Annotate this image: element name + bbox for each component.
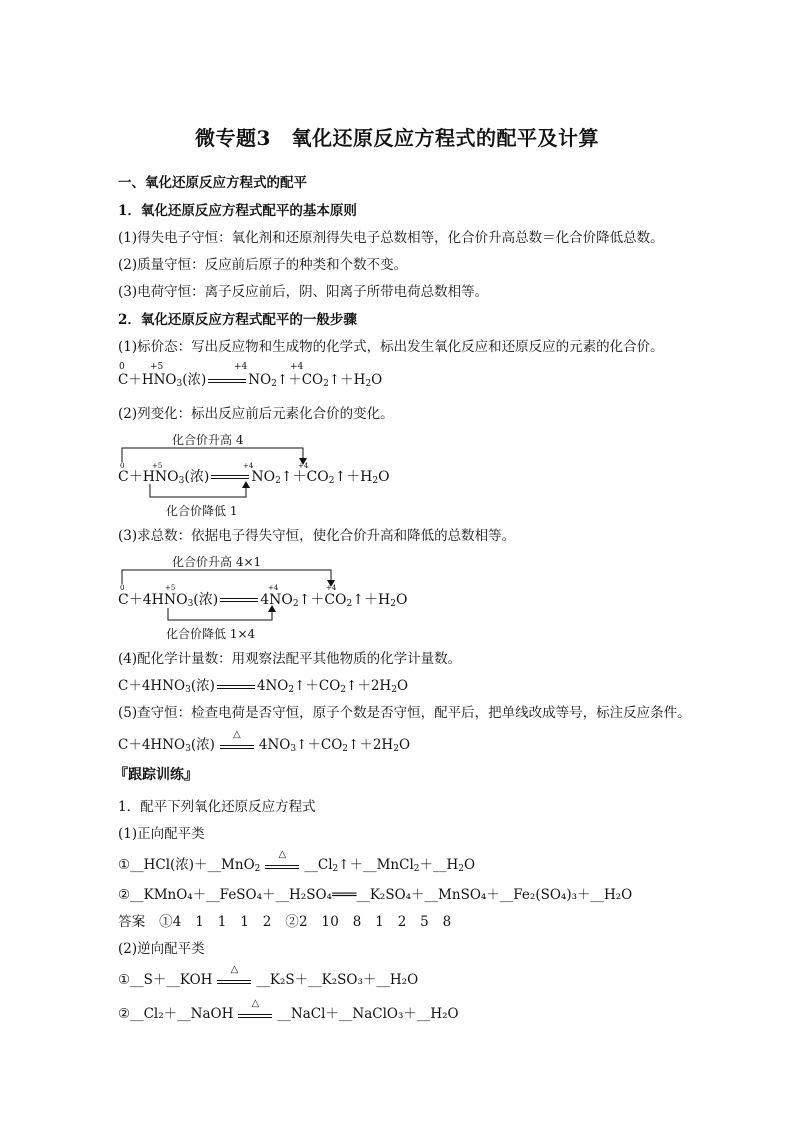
exercise-c: ①__S＋__KOH △ __K₂S＋__K₂SO₃＋__H₂O bbox=[118, 963, 419, 988]
valence-c-product-d1: +4 bbox=[298, 462, 309, 470]
step-1: (1)标价态：写出反应物和生成物的化学式，标出发生氧化反应和还原反应的元素的化合价。 bbox=[118, 339, 664, 355]
answer-1: 答案 ①4 1 1 1 2 ②2 10 8 1 2 5 8 bbox=[118, 914, 452, 930]
heat-condition-d: △ bbox=[238, 1012, 272, 1018]
subheading-principles: 1．氧化还原反应方程式配平的基本原则 bbox=[118, 203, 357, 219]
step-5: (5)查守恒：检查电荷是否守恒，原子个数是否守恒，配平后，把单线改成等号，标注反应条件。 bbox=[118, 705, 691, 721]
equation-3: $C+4HNO_3$(浓) $4NO_2↑+CO_2↑+H_2O$ bbox=[118, 592, 408, 609]
equation-5: $C+4HNO_3$(浓) △ $4NO_3↑+CO_2↑+2H_2O$ bbox=[118, 728, 411, 754]
valence-n-d1: +5 bbox=[152, 462, 163, 470]
valence-c-product-d2: +4 bbox=[326, 584, 337, 592]
heat-condition: △ bbox=[220, 743, 254, 749]
valence-c-d1: 0 bbox=[120, 462, 125, 470]
training-header: 『跟踪训练』 bbox=[114, 767, 198, 783]
page-title: 微专题3 氧化还原反应方程式的配平及计算 bbox=[195, 126, 599, 150]
valence-n-product: +4 bbox=[234, 362, 248, 372]
training-question-1: 1．配平下列氧化还原反应方程式 bbox=[118, 799, 316, 815]
principle-1: (1)得失电子守恒：氧化剂和还原剂得失电子总数相等，化合价升高总数＝化合价降低总数。 bbox=[118, 230, 664, 246]
label-down-2: 化合价降低 1×4 bbox=[166, 627, 256, 641]
step-2: (2)列变化：标出反应前后元素化合价的变化。 bbox=[118, 406, 394, 422]
forward-balancing-label: (1)正向配平类 bbox=[118, 826, 205, 842]
label-down-1: 化合价降低 1 bbox=[166, 504, 238, 518]
valence-c-d2: 0 bbox=[120, 584, 125, 592]
valence-c-product: +4 bbox=[290, 362, 304, 372]
step-3: (3)求总数：依据电子得失守恒，使化合价升高和降低的总数相等。 bbox=[118, 528, 516, 544]
step-4: (4)配化学计量数：用观察法配平其他物质的化学计量数。 bbox=[118, 651, 462, 667]
valence-n-d2: +5 bbox=[165, 584, 176, 592]
equation-1: $C+HNO_3$(浓) $NO_2↑+CO_2↑+H_2O$ bbox=[118, 372, 383, 389]
section-heading: 一、氧化还原反应方程式的配平 bbox=[118, 175, 307, 191]
valence-n: +5 bbox=[150, 362, 164, 372]
label-up-1: 化合价升高 4 bbox=[172, 433, 244, 447]
valence-n-product-d2: +4 bbox=[268, 584, 279, 592]
reverse-balancing-label: (2)逆向配平类 bbox=[118, 941, 205, 957]
heat-condition-a: △ bbox=[265, 863, 299, 869]
equation-2: $C+HNO_3$(浓) $NO_2↑+CO_2↑+H_2O$ bbox=[118, 469, 390, 486]
heat-condition-c: △ bbox=[217, 978, 251, 984]
subheading-steps: 2．氧化还原反应方程式配平的一般步骤 bbox=[118, 312, 357, 328]
exercise-a: ①__HCl(浓)＋__MnO$_2$ △ $\_\_Cl_2↑+\_\_MnCl_2+\_\_H_2O$ bbox=[118, 848, 476, 874]
valence-n-product-d1: +4 bbox=[243, 462, 254, 470]
label-up-2: 化合价升高 4×1 bbox=[172, 555, 262, 569]
equation-4: $C+4HNO_3$(浓) $4NO_2↑+CO_2↑+2H_2O$ bbox=[118, 678, 409, 695]
exercise-d: ②__Cl₂＋__NaOH △ __NaCl＋__NaClO₃＋__H₂O bbox=[118, 997, 459, 1022]
exercise-b: ②__KMnO₄＋__FeSO₄＋__H₂SO₄═══__K₂SO₄＋__MnSO₄＋__Fe₂(SO₄)₃＋__H₂O bbox=[118, 887, 633, 903]
principle-3: (3)电荷守恒：离子反应前后，阴、阳离子所带电荷总数相等。 bbox=[118, 284, 489, 300]
principle-2: (2)质量守恒：反应前后原子的种类和个数不变。 bbox=[118, 257, 408, 273]
valence-c: 0 bbox=[119, 362, 125, 372]
